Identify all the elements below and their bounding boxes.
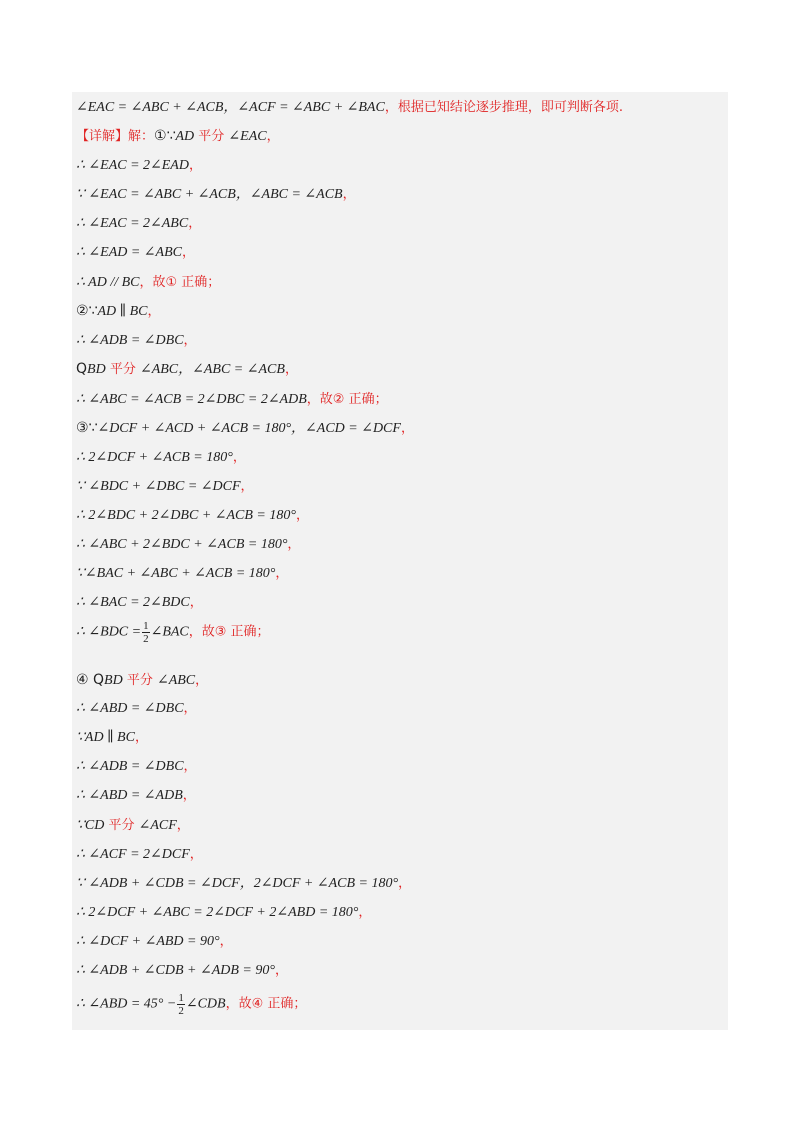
explanation-text: 平分 (104, 818, 139, 833)
math-text: ∴ 2∠BDC + 2∠DBC + ∠ACB = 180° (76, 508, 296, 523)
explanation-text: ，故① 正确； (139, 275, 221, 290)
explanation-text: 平分 (105, 362, 140, 377)
explanation-text: ， (189, 595, 203, 610)
math-text: ∠ABC，∠ABC = ∠ACB (139, 362, 285, 377)
explanation-text: ， (188, 158, 202, 173)
math-text: ∴ ∠BAC = 2∠BDC (76, 595, 190, 610)
fraction (142, 620, 150, 645)
solution-line (76, 504, 309, 524)
math-text: ∴ ∠EAC = 2∠EAD (76, 158, 189, 173)
solution-line (76, 388, 388, 408)
explanation-text: ， (219, 934, 233, 949)
explanation-text: ， (181, 245, 195, 260)
fraction (177, 992, 185, 1017)
explanation-text: ， (188, 216, 202, 231)
math-text: ∵ ∠ADB + ∠CDB = ∠DCF，2∠DCF + ∠ACB = 180° (76, 876, 399, 891)
explanation-text: ， (183, 333, 197, 348)
explanation-text: ， (232, 450, 246, 465)
explanation-text: ， (275, 566, 289, 581)
math-text: ∴ ∠DCF + ∠ABD = 90° (76, 934, 220, 949)
step-marker: ④ Q (76, 672, 105, 688)
math-text: ∴ ∠ADB = ∠DBC (76, 759, 184, 774)
solution-line (76, 446, 246, 466)
explanation-text: ， (398, 876, 412, 891)
step-marker: ①∵ (154, 128, 176, 144)
solution-line (76, 620, 270, 645)
math-text: ∠EAC (228, 129, 267, 144)
math-text: ∴ ∠ABD = ∠DBC (76, 701, 184, 716)
solution-line (76, 271, 220, 291)
math-text: ∴ ∠ABC + 2∠BDC + ∠ACB = 180° (76, 537, 288, 552)
solution-line (76, 992, 306, 1017)
solution-line (76, 358, 298, 378)
explanation-text: ， (134, 730, 148, 745)
math-text: BD (87, 362, 106, 377)
explanation-text: ， (287, 537, 301, 552)
fraction-numerator: 1 (178, 992, 184, 1004)
math-text: ∠ABC (156, 673, 196, 688)
explanation-text: ， (182, 788, 196, 803)
solution-line (76, 154, 202, 174)
explanation-text: ， (176, 818, 190, 833)
solution-line (76, 533, 300, 553)
solution-line (76, 755, 197, 775)
math-text: ∵CD (76, 818, 105, 833)
math-text: ∠CDB (185, 996, 226, 1012)
explanation-text: 平分 (122, 673, 157, 688)
fraction-denominator: 2 (178, 1005, 184, 1017)
solution-line (76, 669, 208, 689)
solution-line (76, 591, 203, 611)
math-text: AD ∥ BC (97, 304, 148, 319)
math-text: ∵∠BAC + ∠ABC + ∠ACB = 180° (76, 566, 276, 581)
solution-line (76, 300, 161, 320)
explanation-text: ， (189, 847, 203, 862)
math-text: ∴ ∠ADB = ∠DBC (76, 333, 184, 348)
math-text: BD (104, 673, 123, 688)
solution-line (76, 212, 201, 232)
solution-line (76, 183, 356, 203)
math-text: ∴ 2∠DCF + ∠ABC = 2∠DCF + 2∠ABD = 180° (76, 905, 359, 920)
math-text: ∴ ∠EAC = 2∠ABC (76, 216, 189, 231)
solution-line (76, 475, 254, 495)
math-text: ∵ ∠EAC = ∠ABC + ∠ACB，∠ABC = ∠ACB (76, 187, 343, 202)
solution-line (76, 417, 414, 437)
math-text: ∴ ∠EAD = ∠ABC (76, 245, 182, 260)
fraction-numerator: 1 (143, 620, 149, 632)
math-text: ∴ ∠ABD = ∠ADB (76, 788, 183, 803)
solution-line (76, 125, 280, 145)
solution-line (76, 901, 371, 921)
math-text: ∠EAC = ∠ABC + ∠ACB，∠ACF = ∠ABC + ∠BAC (76, 100, 385, 115)
detail-label: 【详解】解： (76, 129, 155, 144)
solution-line (76, 872, 411, 892)
solution-line (76, 241, 195, 261)
math-text: ∠ACF (138, 818, 177, 833)
math-text: ∴ AD // BC (76, 275, 140, 290)
math-text: ∴ ∠ACF = 2∠DCF (76, 847, 190, 862)
solution-line (76, 329, 197, 349)
solution-line (76, 784, 196, 804)
explanation-text: ， (195, 673, 209, 688)
step-marker: Q (76, 361, 88, 377)
explanation-text: ， (342, 187, 356, 202)
explanation-text: ， (400, 421, 414, 436)
solution-line (76, 814, 190, 834)
solution-line (76, 930, 233, 950)
explanation-text: 平分 (194, 129, 229, 144)
explanation-text: ，故④ 正确； (225, 996, 307, 1012)
math-text: ∴ ∠ABD = 45° − (76, 996, 177, 1012)
solution-line (76, 843, 203, 863)
solution-line (76, 562, 288, 582)
explanation-text: ，根据已知结论逐步推理，即可判断各项. (384, 100, 623, 115)
explanation-text: ，故② 正确； (306, 392, 388, 407)
explanation-text: ， (358, 905, 372, 920)
fraction-denominator: 2 (143, 633, 149, 645)
solution-line (76, 96, 623, 116)
explanation-text: ， (183, 701, 197, 716)
explanation-text: ， (266, 129, 280, 144)
math-text: ∴ 2∠DCF + ∠ACB = 180° (76, 450, 233, 465)
math-text: ∴ ∠BDC = (76, 624, 142, 640)
explanation-text: ， (240, 479, 254, 494)
math-text: ∵ ∠BDC + ∠DBC = ∠DCF (76, 479, 241, 494)
math-text: ∴ ∠ABC = ∠ACB = 2∠DBC = 2∠ADB (76, 392, 307, 407)
math-text: ∴ ∠ADB + ∠CDB + ∠ADB = 90° (76, 963, 275, 978)
math-text: ∵AD ∥ BC (76, 730, 135, 745)
explanation-text: ，故③ 正确； (188, 624, 270, 640)
solution-line (76, 697, 197, 717)
explanation-text: ， (274, 963, 288, 978)
explanation-text: ， (147, 304, 161, 319)
solution-line (76, 959, 288, 979)
math-text: ∠BAC (150, 624, 189, 640)
math-text: AD (175, 129, 195, 144)
explanation-text: ， (295, 508, 309, 523)
explanation-text: ， (284, 362, 298, 377)
step-marker: ②∵ (76, 303, 98, 319)
step-marker: ③∵ (76, 420, 98, 436)
explanation-text: ， (183, 759, 197, 774)
solution-line (76, 726, 148, 746)
math-text: ∠DCF + ∠ACD + ∠ACB = 180°，∠ACD = ∠DCF (97, 421, 401, 436)
